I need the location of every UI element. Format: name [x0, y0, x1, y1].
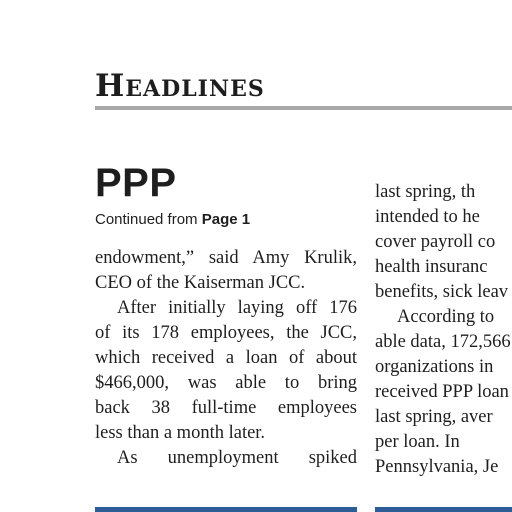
section-title: Headlines [95, 68, 265, 104]
body-line: Pennsylvania, Je [375, 457, 499, 477]
body-line: able data, 172,566 [375, 332, 511, 352]
body-line: $466,000, was able to bring [95, 373, 357, 393]
article-column-left [95, 160, 357, 471]
column-footer-bar-right [375, 507, 512, 512]
body-line: endowment,” said Amy Krulik, [95, 248, 357, 268]
body-line: CEO of the Kaiserman JCC. [95, 273, 306, 293]
continued-page-link[interactable]: Page 1 [201, 211, 251, 228]
body-line: last spring, aver [375, 407, 493, 427]
body-line: organizations in [375, 357, 494, 377]
section-header [95, 66, 512, 106]
section-divider [95, 106, 512, 110]
body-line: back 38 full-time employees [95, 398, 357, 418]
article-headline: PPP [95, 161, 177, 205]
body-line: health insuranc [375, 257, 488, 277]
body-line: which received a loan of about [95, 348, 357, 368]
body-line: less than a month later. [95, 423, 266, 443]
article-body-left [95, 246, 357, 471]
column-footer-bar-left [95, 507, 357, 512]
body-line: As unemployment spiked [117, 448, 357, 468]
body-line: According to [397, 307, 495, 327]
body-line: last spring, th [375, 182, 476, 202]
body-line: per loan. In [375, 432, 460, 452]
body-line: cover payroll co [375, 232, 496, 252]
body-line: received PPP loan [375, 382, 509, 402]
body-line: benefits, sick leav [375, 282, 509, 302]
body-line: intended to he [375, 207, 480, 227]
body-line: of its 178 employees, the JCC, [95, 323, 357, 343]
article-body-right [375, 180, 512, 480]
continued-prefix: Continued from [95, 211, 202, 228]
continued-from-note [95, 210, 357, 230]
body-line: After initially laying off 176 [117, 298, 357, 318]
article-column-right [375, 180, 512, 480]
